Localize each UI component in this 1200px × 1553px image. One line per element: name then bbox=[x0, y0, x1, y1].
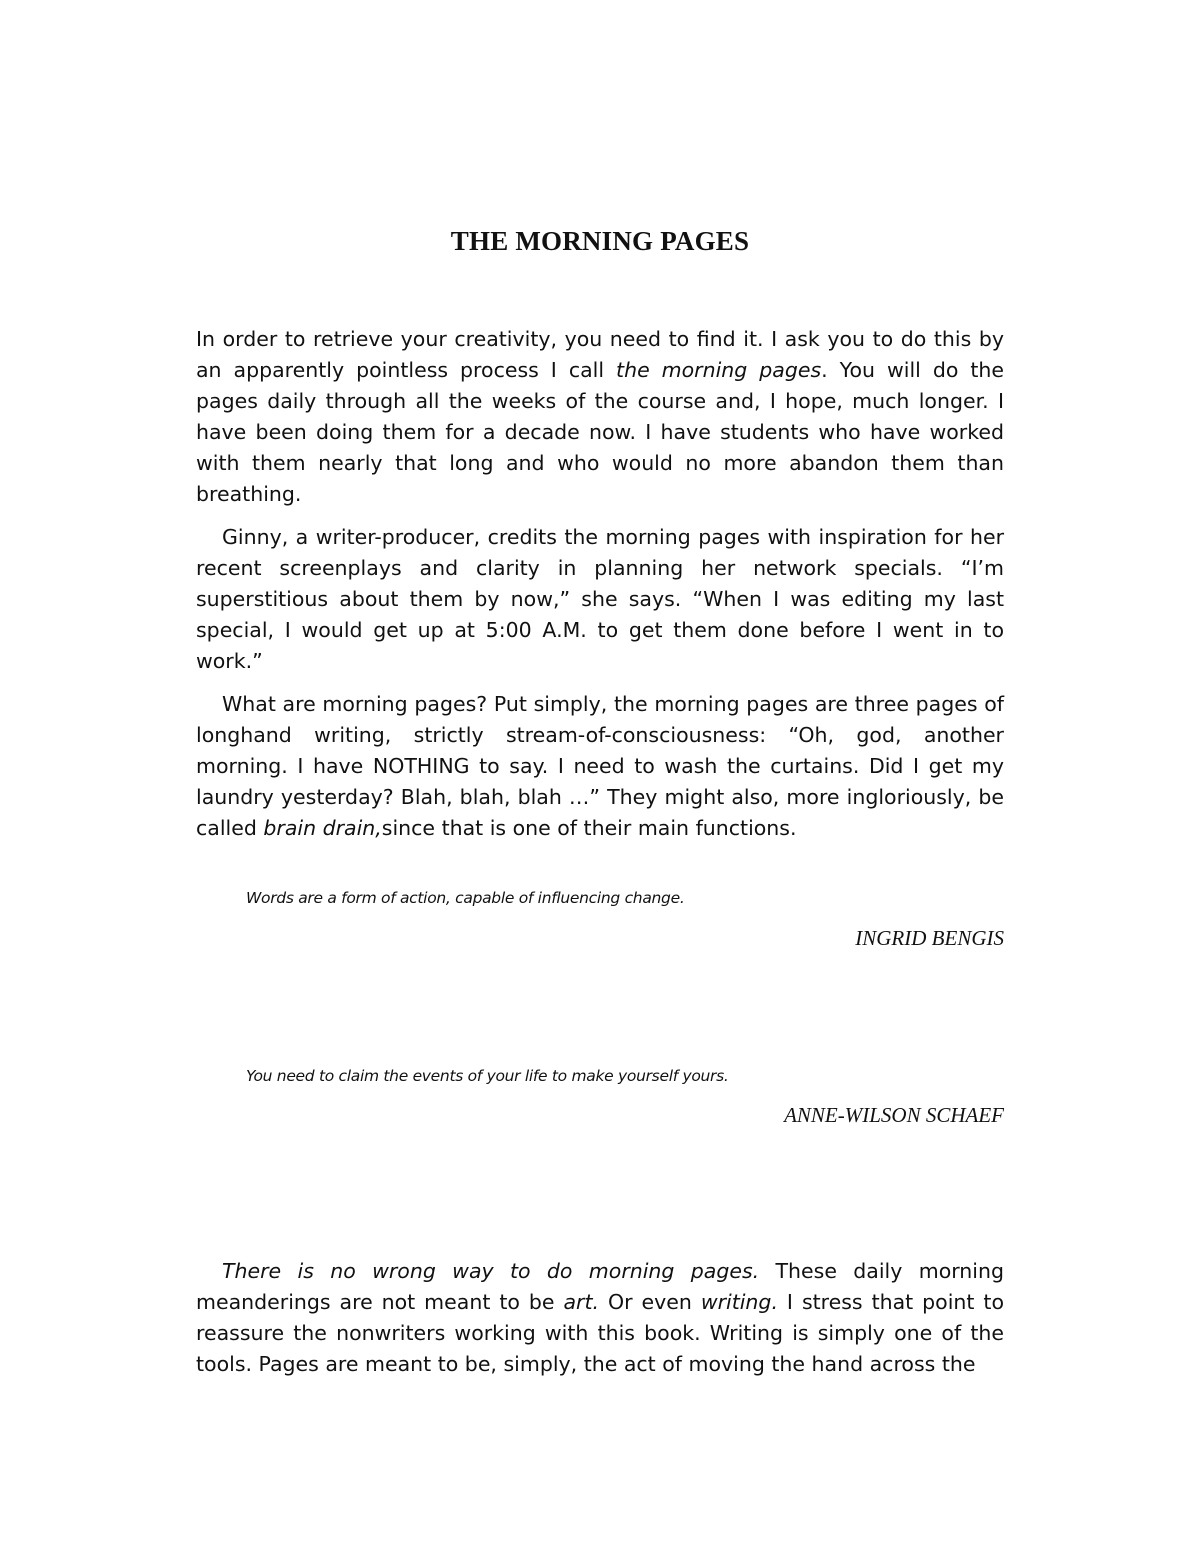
text-run: I stress that point to reassure the nonwriters working with this book. Writing is simply one of the tools. Pages are meant to be, simply, the act of moving the hand across the bbox=[196, 1290, 1004, 1376]
text-run: since that is one of their main functions. bbox=[381, 816, 797, 840]
epigraph-quote: You need to claim the events of your life to make yourself yours. bbox=[246, 1067, 729, 1085]
italic-text-run: brain drain, bbox=[263, 816, 382, 840]
text-run: Ginny, a writer-producer, credits the morning pages with inspiration for her recent screenplays and clarity in planning her network specials. “I’m superstitious about them by now,” she says. “When I was editing my last special, I would get up at 5:00 A.M. to get them done before I went in to work.” bbox=[196, 525, 1004, 673]
italic-text-run: There is no wrong way to do morning pages. bbox=[222, 1259, 760, 1283]
italic-text-run: writing. bbox=[700, 1290, 778, 1314]
epigraph-author: ANNE-WILSON SCHAEF bbox=[784, 1103, 1004, 1127]
page-title: THE MORNING PAGES bbox=[450, 226, 750, 256]
text-run: These daily morning meanderings are not meant to be bbox=[196, 1259, 1005, 1314]
text-run: In order to retrieve your creativity, you need to find it. I ask you to do this by an apparently pointless process I call bbox=[196, 327, 1004, 382]
text-run: . You will do the pages daily through all the weeks of the course and, I hope, much longer. I have been doing them for a decade now. I have students who have worked with them nearly that long and who would no more abandon them than breathing. bbox=[196, 358, 1004, 506]
paragraph bbox=[196, 522, 1004, 677]
paragraph bbox=[196, 1256, 1004, 1380]
text-run: What are morning pages? Put simply, the morning pages are three pages of longhand writing, strictly stream-of-consciousness: “Oh, god, another morning. I have NOTHING to say. I need to wash the curtains. Did I get my laundry yesterday? Blah, blah, blah …” They might also, more ingloriously, be called bbox=[196, 692, 1004, 840]
text-run: Or even bbox=[599, 1290, 701, 1314]
italic-text-run: art. bbox=[563, 1290, 599, 1314]
italic-text-run: the morning pages bbox=[616, 358, 822, 382]
epigraph-author: INGRID BENGIS bbox=[855, 926, 1004, 950]
paragraph bbox=[196, 689, 1004, 844]
paragraph bbox=[196, 324, 1004, 510]
epigraph-quote: Words are a form of action, capable of influencing change. bbox=[246, 889, 685, 907]
